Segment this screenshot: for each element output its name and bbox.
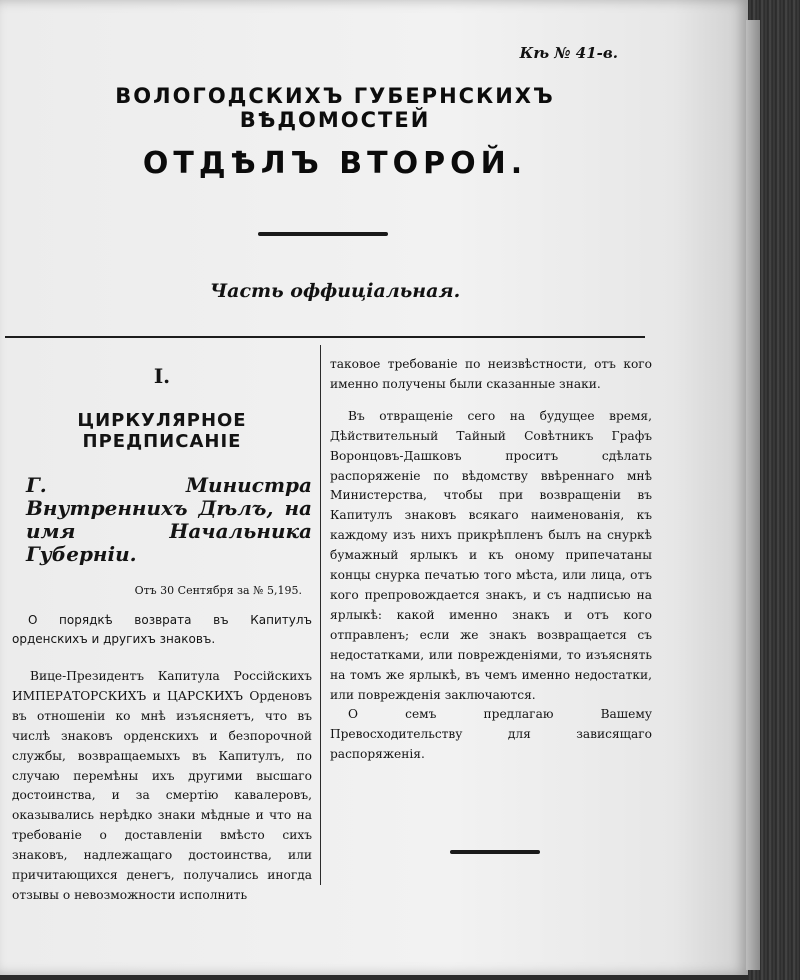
article-subtitle: Г. Министра Внутреннихъ Дѣлъ, на имя Начальника Губерніи.	[26, 473, 312, 566]
article-topic: О порядкѣ возврата въ Капитулъ орденскихъ и другихъ знаковъ.	[12, 613, 312, 646]
article-title: ЦИРКУЛЯРНОЕ ПРЕДПИСАНІЕ	[77, 410, 247, 452]
column-divider	[320, 345, 321, 885]
right-column	[330, 355, 652, 765]
masthead: ВОЛОГОДСКИХЪ ГУБЕРНСКИХЪ ВѢДОМОСТЕЙ	[115, 84, 555, 132]
book-page-stack	[746, 20, 760, 970]
title-ornament-rule	[258, 232, 388, 236]
issue-number: Кѣ № 41-в.	[519, 44, 618, 62]
right-paragraph-3: О семъ предлагаю Вашему Превосходительству для зависящаго распоряженія.	[330, 707, 652, 762]
right-paragraph-2: Въ отвращеніе сего на будущее время, Дѣйствительный Тайный Совѣтникъ Графъ Воронцовъ-Дашковъ проситъ сдѣлать распоряженіе по вѣдомству ввѣреннаго мнѣ Министерства, чтобы при возвращеніи въ Капитулъ знаковъ всякаго наименованія, къ каждому изъ нихъ прикрѣпленъ былъ на снуркѣ бумажный ярлыкъ и къ оному припечатаны концы снурка печатью того мѣста, или лица, отъ кого препровождается знакъ, и съ надписью на ярлыкѣ: какой именно знакъ и отъ кого отправленъ; если же знакъ возвращается съ недостатками, или поврежденіями, то изъяснять на томъ же ярлыкѣ, въ чемъ именно недостатки, или поврежденія заключаются.	[330, 408, 652, 702]
left-body-text: Вице-Президентъ Капитула Россійскихъ ИМПЕРАТОРСКИХЪ и ЦАРСКИХЪ Орденовъ въ отношеніи ко мнѣ изъясняетъ, что въ числѣ знаковъ орденскихъ и безпорочной службы, возвращаемыхъ въ Капитулъ, по случаю перемѣны ихъ другими высшаго достоинства, и за смертію кавалеровъ, оказывались нерѣдко знаки мѣдные и что на требованіе о доставленіи вмѣсто сихъ знаковъ, надлежащаго достоинства, или причитающихся денегъ, получались иногда отзывы о невозможности исполнить	[12, 669, 312, 902]
left-column	[12, 360, 312, 906]
end-ornament-rule	[450, 850, 540, 854]
horizontal-rule	[5, 336, 645, 338]
section-title: ОТДѢЛЪ ВТОРОЙ.	[142, 146, 528, 181]
article-date: Отъ 30 Сентября за № 5,195.	[134, 584, 302, 597]
article-number: I.	[153, 364, 171, 388]
part-title: Часть оффиціальная.	[209, 280, 461, 302]
right-paragraph-1: таковое требованіе по неизвѣстности, отъ кого именно получены были сказанные знаки.	[330, 357, 652, 391]
